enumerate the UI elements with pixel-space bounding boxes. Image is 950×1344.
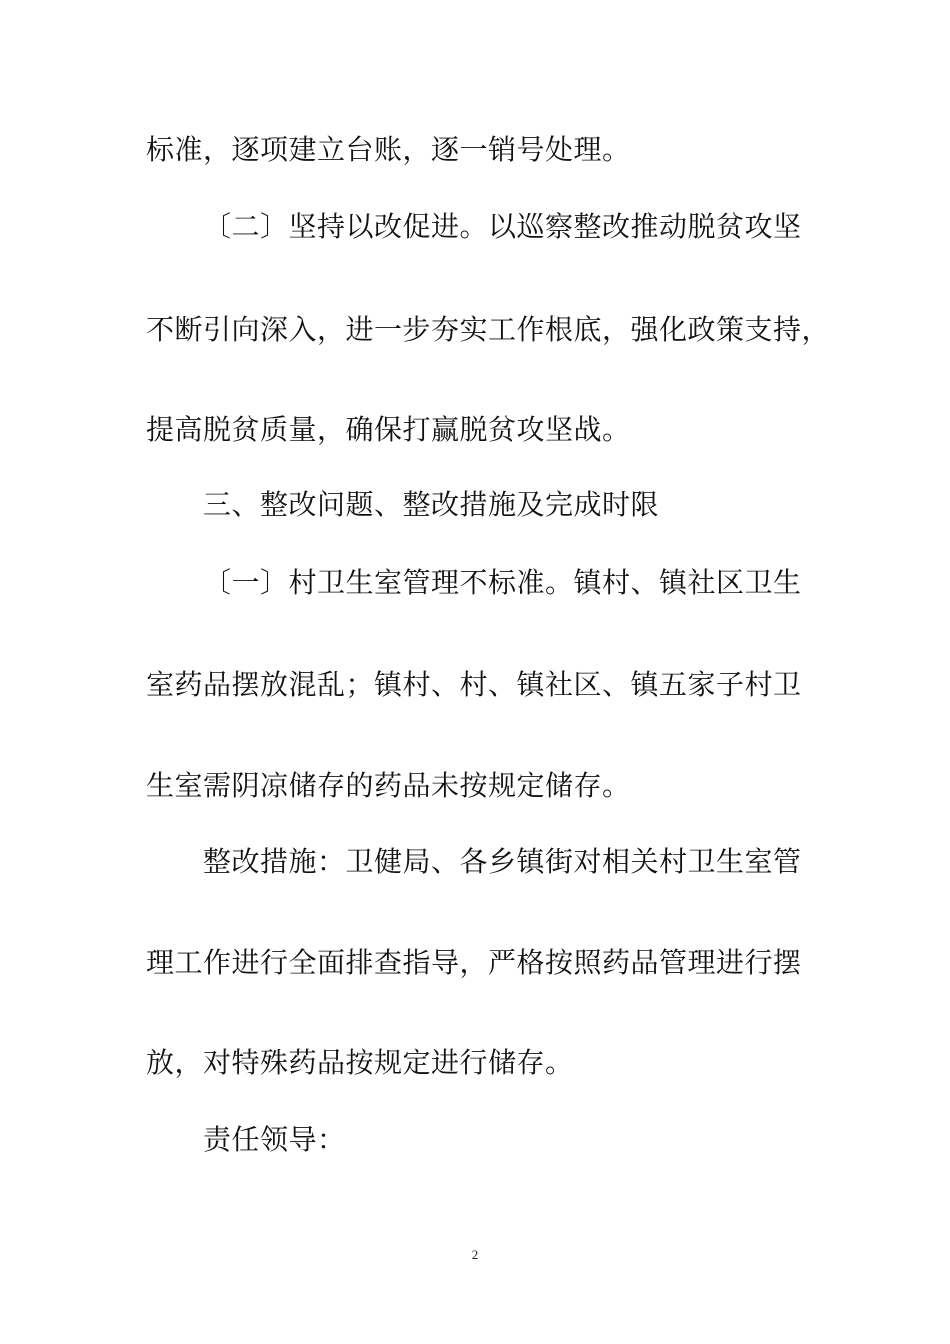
- paragraph-line: 理工作进行全面排查指导，严格按照药品管理进行摆: [146, 946, 802, 979]
- paragraph-line: 室药品摆放混乱；镇村、村、镇社区、镇五家子村卫: [146, 668, 802, 701]
- paragraph-line: 标准，逐项建立台账，逐一销号处理。: [146, 133, 631, 166]
- paragraph-line: 生室需阴凉储存的药品未按规定储存。: [146, 769, 631, 802]
- paragraph-line: 提高脱贫质量，确保打赢脱贫攻坚战。: [146, 413, 631, 446]
- paragraph-line: 不断引向深入，进一步夯实工作根底，强化政策支持，: [146, 313, 831, 346]
- paragraph-line: 整改措施：卫健局、各乡镇街对相关村卫生室管: [203, 845, 802, 878]
- paragraph-line: 〔一〕村卫生室管理不标准。镇村、镇社区卫生: [203, 566, 802, 599]
- paragraph-line: 〔二〕坚持以改促进。以巡察整改推动脱贫攻坚: [203, 210, 802, 243]
- page-number: 2: [471, 1247, 479, 1262]
- paragraph-line: 放，对特殊药品按规定进行储存。: [146, 1046, 574, 1079]
- section-heading: 三、整改问题、整改措施及完成时限: [203, 488, 660, 521]
- paragraph-line: 责任领导：: [203, 1123, 346, 1156]
